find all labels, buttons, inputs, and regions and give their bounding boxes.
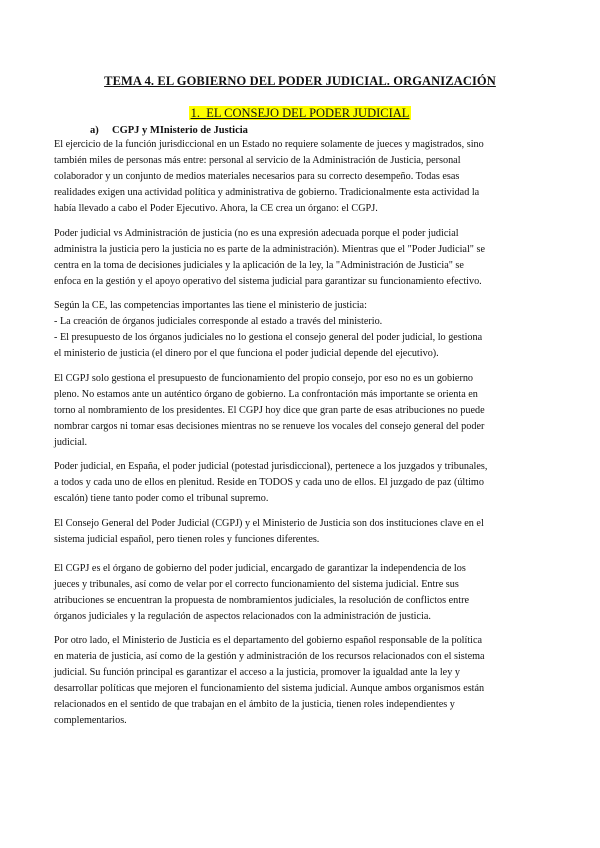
document-title: TEMA 4. EL GOBIERNO DEL PODER JUDICIAL. ORGANIZACIÓN (104, 74, 496, 88)
text-line: Poder judicial vs Administración de justicia (no es una expresión adecuada porque el poder judicial (54, 228, 459, 239)
text-line: torno al nombramiento de los presidentes. El CGPJ hoy dice que gran parte de esas atribuciones no puede (54, 405, 485, 416)
paragraph (54, 459, 546, 507)
text-line: El ejercicio de la función jurisdiccional en un Estado no requiere solamente de jueces y magistrados, sino (54, 139, 484, 150)
text-line: a todos y cada uno de ellos en plenitud. Reside en TODOS y cada uno de ellos. El juzgado de paz (último (54, 477, 484, 488)
text-line: sistema judicial español, pero tienen roles y funciones diferentes. (54, 534, 320, 545)
text-line: centra en la toma de decisiones judiciales y la aplicación de la ley, la "Administración de Justicia" se (54, 260, 464, 271)
paragraph (54, 226, 546, 290)
paragraph (54, 561, 546, 625)
text-line: nombrar cargos ni tomar esas decisiones mientras no se renueve los vocales del consejo general del poder (54, 421, 485, 432)
text-line: El CGPJ es el órgano de gobierno del poder judicial, encargado de garantizar la independencia de los (54, 563, 466, 574)
paragraph (54, 371, 546, 451)
text-line: Poder judicial, en España, el poder judicial (potestad jurisdiccional), pertenece a los juzgados y tribunales, (54, 461, 488, 472)
text-line: El Consejo General del Poder Judicial (CGPJ) y el Ministerio de Justicia son dos instituciones clave en el (54, 518, 484, 529)
paragraph (54, 137, 546, 217)
text-line: Según la CE, las competencias importantes las tiene el ministerio de justicia: (54, 300, 367, 311)
text-line: en materia de justicia, así como de la gestión y administración de los recursos relacionados con el sistema (54, 651, 485, 662)
section-heading-highlight (189, 106, 412, 120)
list-item: - El presupuesto de los órganos judiciales no lo gestiona el consejo general del poder judicial, lo gestiona (54, 332, 483, 343)
text-line: enfoca en la gestión y el apoyo operativo del sistema judicial para garantizar su funcionamiento efectivo. (54, 276, 482, 287)
text-line: pleno. No estamos ante un auténtico órgano de gobierno. La confrontación más importante se orienta en (54, 389, 478, 400)
text-line: colaborador y un conjunto de medios materiales necesarios para su correcto desempeño. Todas esas (54, 171, 460, 182)
text-line: relacionados en el sentido de que trabajan en el ámbito de la justicia, tienen roles independientes y (54, 699, 455, 710)
text-line: desarrollar políticas que mejoren el funcionamiento del sistema judicial. Aunque ambos organismos están (54, 683, 485, 694)
paragraph (54, 516, 546, 548)
section-title: EL CONSEJO DEL PODER JUDICIAL (206, 106, 410, 120)
subsection-marker: a) (90, 125, 99, 136)
list-item: - La creación de órganos judiciales corresponde al estado a través del ministerio. (54, 316, 383, 327)
text-line: Por otro lado, el Ministerio de Justicia es el departamento del gobierno español responsable de la política (54, 635, 483, 646)
text-line: jueces y tribunales, así como de velar por el correcto funcionamiento del sistema judicial. Entre sus (54, 579, 459, 590)
paragraph (54, 298, 546, 362)
text-line: administra la justicia pero la justicia no es parte de la administración). Mientras que el "Poder Judicial" se (54, 244, 485, 255)
subsection-title: CGPJ y MInisterio de Justicia (112, 125, 248, 136)
text-line: escalón) tiene tanto poder como el tribunal supremo. (54, 493, 269, 504)
text-line: El CGPJ solo gestiona el presupuesto de funcionamiento del propio consejo, por eso no es un gobierno (54, 373, 474, 384)
text-line: había llevado a cabo el Poder Ejecutivo. Ahora, la CE crea un órgano: el CGPJ. (54, 203, 378, 214)
subsection-heading (90, 125, 248, 136)
text-line: realidades exigen una actividad política y administrativa de gobierno. Tradicionalmente esta actividad la (54, 187, 480, 198)
text-line: atribuciones se encuentran la propuesta de nombramientos judiciales, la resolución de conflictos entre (54, 595, 469, 606)
section-heading (0, 106, 600, 121)
section-number: 1. (190, 106, 200, 120)
text-line: órganos judiciales y la regulación de aspectos relacionados con la administración de justicia. (54, 611, 431, 622)
text-line: también miles de personas más entre: personal al servicio de la Administración de Justicia, personal (54, 155, 461, 166)
text-line: judicial. Su función principal es garantizar el acceso a la justicia, promover la igualdad ante la ley y (54, 667, 460, 678)
text-line: el ministerio de justicia (el dinero por el que funciona el poder judicial depende del ejecutivo). (54, 348, 439, 359)
text-line: judicial. (54, 437, 88, 448)
text-line: complementarios. (54, 715, 127, 726)
paragraph (54, 633, 546, 729)
